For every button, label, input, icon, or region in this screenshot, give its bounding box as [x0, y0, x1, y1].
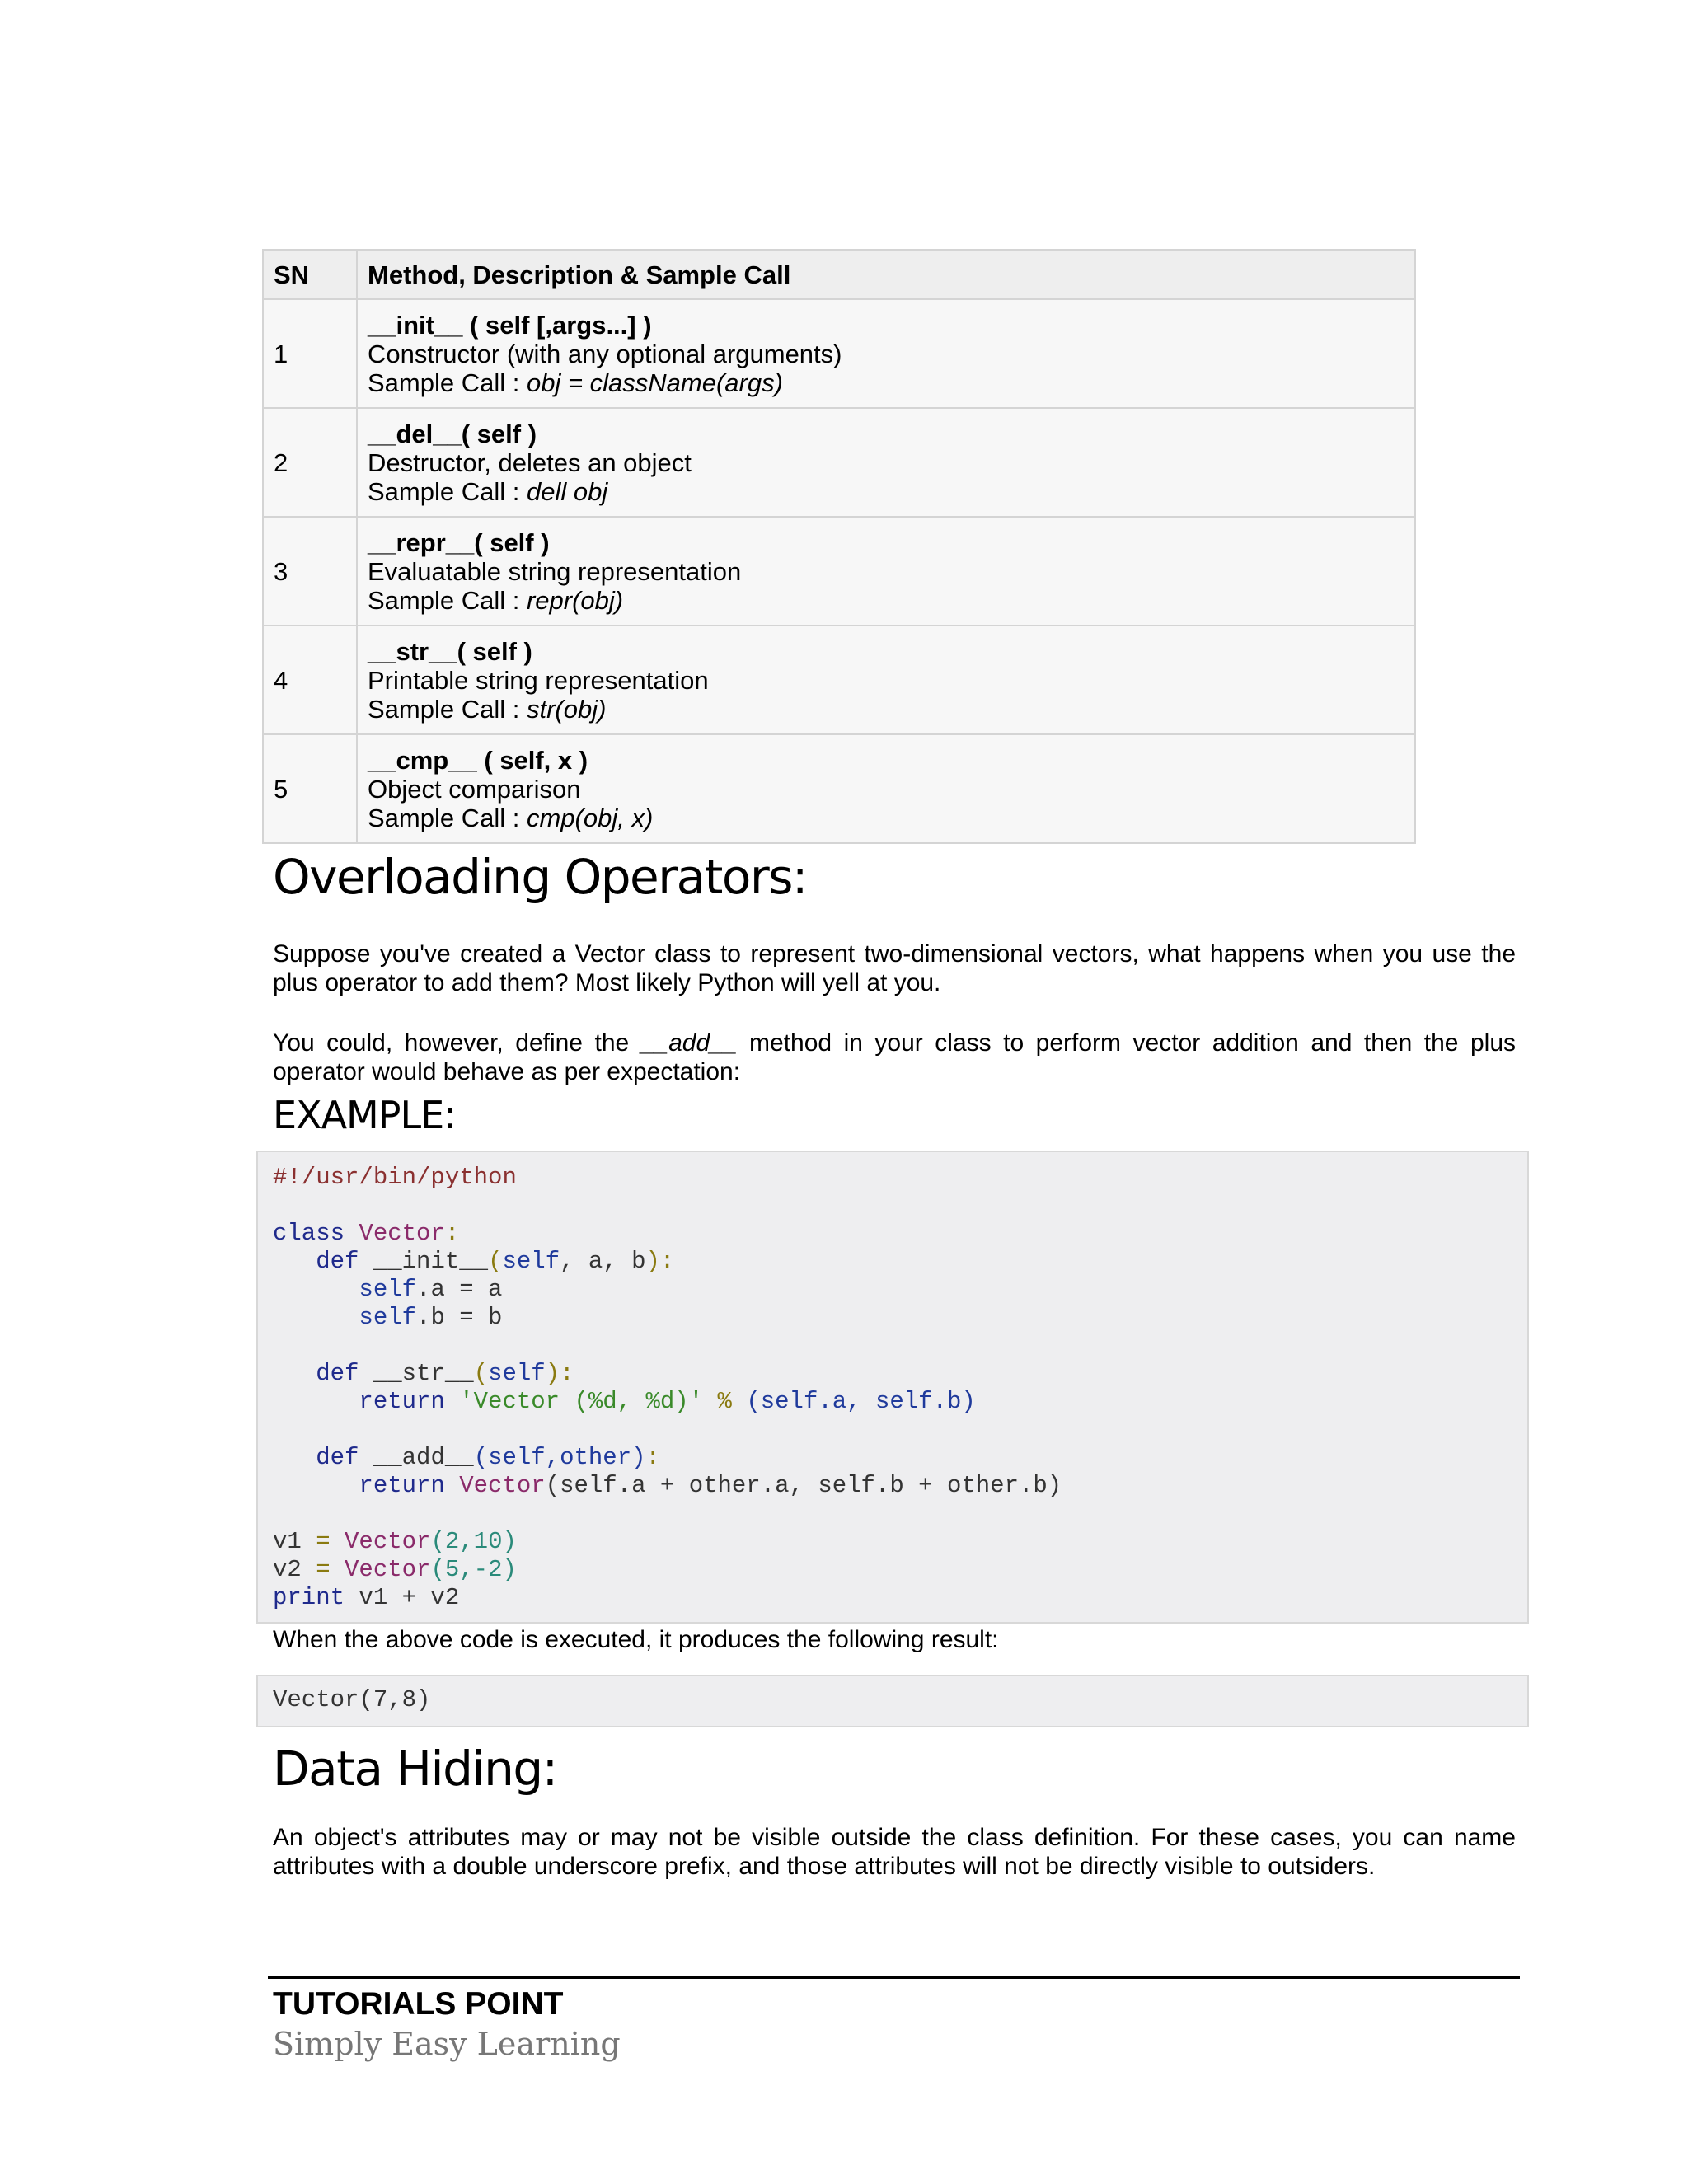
code-token: def [316, 1360, 373, 1387]
sample-call-label: Sample Call : [368, 803, 527, 832]
code-token: (self.a, self.b) [746, 1388, 976, 1415]
code-token: = [316, 1556, 345, 1583]
code-token: __str__ [373, 1360, 474, 1387]
code-token: Vector [345, 1556, 431, 1583]
table-row [263, 734, 1415, 843]
method-name: __cmp__ ( self, x ) [368, 745, 588, 775]
code-token: 'Vector (%d, %d)' [459, 1388, 704, 1415]
table-row [263, 299, 1415, 408]
footer-brand: TUTORIALS POINT [273, 1986, 564, 2022]
code-token: class [273, 1220, 359, 1247]
code-token: return [359, 1472, 460, 1499]
sample-call-code: str(obj) [526, 694, 607, 724]
code-token: Vector [359, 1220, 445, 1247]
code-token: (5,-2) [430, 1556, 517, 1583]
method-description: Destructor, deletes an object [368, 448, 692, 477]
code-shebang: #!/usr/bin/python [273, 1164, 517, 1191]
result-intro: When the above code is executed, it produces the following result: [273, 1626, 999, 1653]
method-sample-call [368, 586, 1404, 615]
para2-before: You could, however, define the [273, 1029, 641, 1057]
sample-call-label: Sample Call : [368, 585, 527, 615]
sample-call-code: repr(obj) [526, 585, 624, 615]
result-output-box [256, 1675, 1529, 1727]
code-example-box [256, 1151, 1529, 1624]
row-detail [357, 517, 1415, 626]
method-sample-call [368, 368, 1404, 397]
row-sn: 5 [263, 734, 357, 843]
method-name: __repr__( self ) [368, 527, 550, 557]
data-hiding-heading: Data Hiding: [273, 1741, 557, 1797]
code-token: ): [645, 1248, 675, 1275]
code-token: = [316, 1528, 345, 1555]
code-token: self [502, 1248, 560, 1275]
method-description: Object comparison [368, 774, 581, 804]
add-method-name: __add__ [640, 1029, 738, 1057]
sample-call-code: cmp(obj, x) [526, 803, 654, 832]
code-token: self [359, 1304, 417, 1331]
code-token: v1 [273, 1528, 316, 1555]
footer-tagline: Simply Easy Learning [273, 2026, 621, 2062]
row-sn: 3 [263, 517, 357, 626]
example-heading: EXAMPLE: [273, 1093, 456, 1137]
code-token: (self,other) [473, 1444, 646, 1471]
method-name: __str__( self ) [368, 636, 532, 666]
table-row [263, 517, 1415, 626]
row-detail [357, 626, 1415, 734]
code-token: % [703, 1388, 747, 1415]
methods-table [262, 249, 1416, 844]
table-header-row [263, 250, 1415, 299]
sample-call-code: obj = className(args) [526, 368, 783, 397]
code-token: Vector [345, 1528, 431, 1555]
code-token: (self.a + other.a, self.b + other.b) [545, 1472, 1062, 1499]
sample-call-code: dell obj [526, 476, 608, 506]
sample-call-label: Sample Call : [368, 368, 527, 397]
code-token: __add__ [373, 1444, 474, 1471]
overloading-paragraph-1: Suppose you've created a Vector class to represent two-dimensional vectors, what happens when you use the plus operator to add them? Most likely Python will yell at you. [273, 940, 1516, 996]
sample-call-label: Sample Call : [368, 476, 527, 506]
code-token: , a, b [560, 1248, 646, 1275]
code-token: def [316, 1444, 373, 1471]
code-token: .b = b [416, 1304, 503, 1331]
method-description: Evaluatable string representation [368, 556, 742, 586]
data-hiding-paragraph: An object's attributes may or may not be visible outside the class definition. For these cases, you can name attributes with a double underscore prefix, and those attributes will not be directly visible to outsiders. [273, 1824, 1516, 1880]
code-token: self [488, 1360, 546, 1387]
overloading-heading: Overloading Operators: [273, 849, 807, 905]
row-sn: 4 [263, 626, 357, 734]
code-token: Vector [459, 1472, 546, 1499]
code-token: ): [545, 1360, 574, 1387]
method-description: Constructor (with any optional arguments) [368, 339, 842, 368]
methods-table-wrapper [262, 249, 1416, 844]
code-token: def [316, 1248, 373, 1275]
header-sn: SN [263, 250, 357, 299]
sample-call-label: Sample Call : [368, 694, 527, 724]
table-row [263, 626, 1415, 734]
method-name: __init__ ( self [,args...] ) [368, 310, 652, 340]
code-token: (2,10) [430, 1528, 517, 1555]
code-token: .a = a [416, 1276, 503, 1303]
row-sn: 1 [263, 299, 357, 408]
code-token: self [359, 1276, 417, 1303]
row-detail [357, 299, 1415, 408]
row-detail [357, 408, 1415, 517]
code-token: ( [488, 1248, 503, 1275]
method-sample-call [368, 804, 1404, 832]
code-token: return [359, 1388, 460, 1415]
method-sample-call [368, 695, 1404, 724]
footer-divider [268, 1976, 1520, 1979]
method-name: __del__( self ) [368, 419, 537, 448]
overloading-paragraph-2 [273, 1029, 1516, 1086]
method-description: Printable string representation [368, 665, 709, 695]
code-token: print [273, 1584, 345, 1611]
code-example [258, 1152, 1527, 1624]
row-detail [357, 734, 1415, 843]
code-token: v1 + v2 [345, 1584, 460, 1611]
code-token: : [645, 1444, 660, 1471]
table-row [263, 408, 1415, 517]
code-token: v2 [273, 1556, 316, 1583]
row-sn: 2 [263, 408, 357, 517]
result-output: Vector(7,8) [273, 1686, 431, 1713]
code-token: ( [473, 1360, 489, 1387]
code-token: : [444, 1220, 460, 1247]
para2-after: method in your class to perform vector addition and then the plus operator would behave as per expectation: [273, 1029, 1517, 1085]
code-token: __init__ [373, 1248, 489, 1275]
method-sample-call [368, 477, 1404, 506]
header-method: Method, Description & Sample Call [357, 250, 1415, 299]
